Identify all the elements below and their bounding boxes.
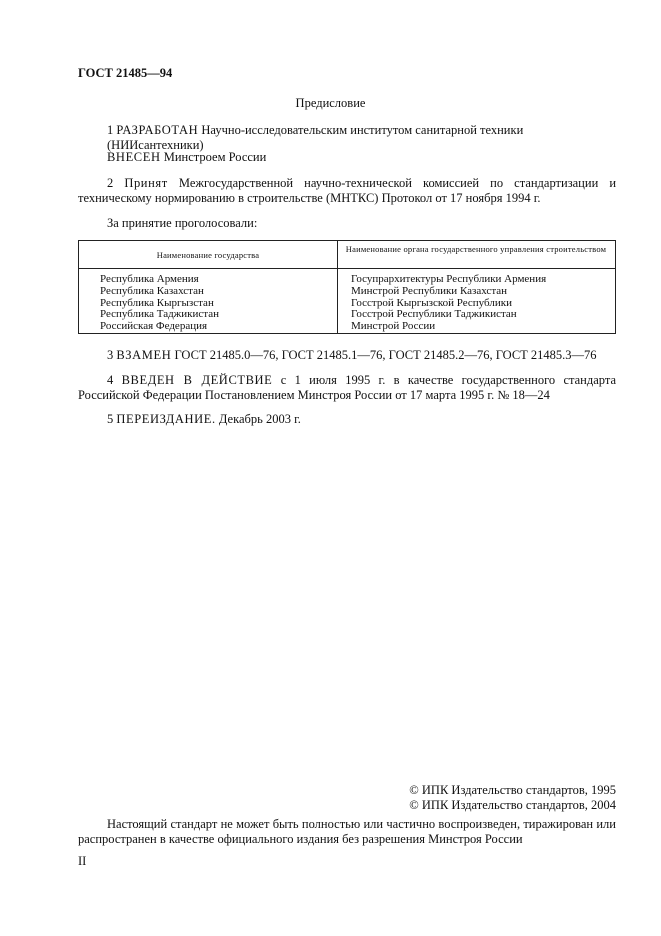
document-header: ГОСТ 21485—94 [78,66,173,80]
paragraph-replaces [107,348,622,363]
item-number: 3 [107,348,117,362]
paragraph-text: Минстроем России [160,150,267,164]
item-number: 4 [107,373,122,387]
table-header-state: Наименование государства [156,250,260,260]
paragraph-effective [78,373,616,403]
item-number: 1 [107,123,117,137]
table-cell: Госупрархитектуры Республики Армения [351,273,547,285]
item-number: 2 [107,176,125,190]
paragraph-text: ГОСТ 21485.0—76, ГОСТ 21485.1—76, ГОСТ 21485.2—76, ГОСТ 21485.3—76 [171,348,597,362]
keyword-submitted: ВНЕСЕН [107,150,161,164]
table-column-authorities [351,274,546,333]
section-title: Предисловие [295,96,366,110]
paragraph-submitted [107,150,622,165]
paragraph-reissue [107,412,622,427]
table-cell: Республика Армения [100,273,199,285]
table-cell: Республика Казахстан [100,284,204,297]
keyword-effective: ВВЕДЕН В ДЕЙСТВИЕ [121,373,273,387]
table-cell: Госстрой Кыргызской Республики [351,296,512,309]
reproduction-notice: Настоящий стандарт не может быть полностью или частично воспроизведен, тиражирован или распространен в качестве официального издания без разрешения Минстроя России [78,817,616,846]
voting-table [78,240,616,334]
paragraph-developed [107,123,622,153]
keyword-replaces: ВЗАМЕН [116,348,172,362]
paragraph-text: Декабрь 2003 г. [215,412,301,426]
table-header-authority: Наименование органа государственного управления строительством [345,244,607,254]
table-cell: Госстрой Республики Таджикистан [351,308,517,321]
item-number: 5 [107,412,117,426]
paragraph-voted: За принятие проголосовали: [107,216,258,230]
table-cell: Республика Таджикистан [100,308,219,321]
table-cell: Минстрой России [351,320,436,333]
paragraph-text: Научно-исследовательским институтом санитарной техники (НИИсантехники) [107,123,524,152]
paragraph-text: Межгосударственной научно-технической комиссией по стандартизации и техническому нормированию в строительстве (МНТКС) Протокол от 17 ноября 1994 г. [78,176,617,205]
table-cell: Республика Кыргызстан [100,296,214,309]
keyword-reissue: ПЕРЕИЗДАНИЕ. [116,412,216,426]
table-divider-horizontal [79,268,615,269]
table-cell: Минстрой Республики Казахстан [351,284,508,297]
copyright-2004: © ИПК Издательство стандартов, 2004 [409,798,616,812]
keyword-developed: РАЗРАБОТАН [116,123,199,137]
table-divider-vertical [337,241,338,333]
copyright-1995: © ИПК Издательство стандартов, 1995 [409,783,616,797]
paragraph-text: с 1 июля 1995 г. в качестве государственного стандарта Российской Федерации Постановлением Минстроя России от 17 марта 1995 г. № 18—24 [78,373,617,402]
keyword-adopted: Принят [124,176,168,190]
table-cell: Российская Федерация [100,320,208,333]
paragraph-adopted [78,176,616,206]
page-number: II [78,854,87,868]
table-column-states [100,274,219,333]
